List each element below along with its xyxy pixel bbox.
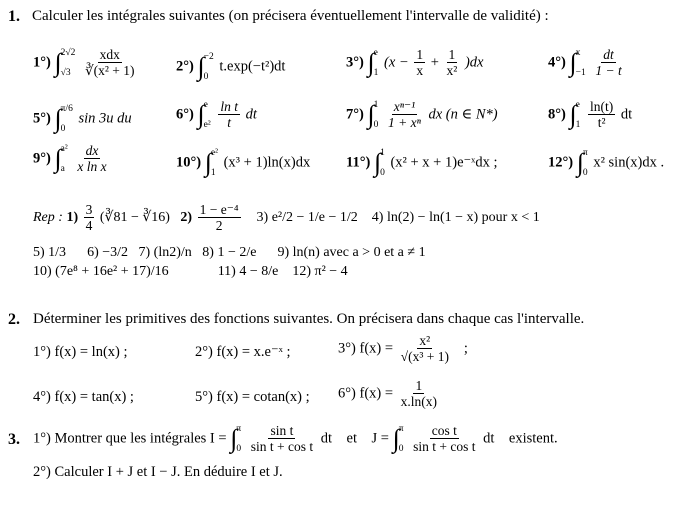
primitive-5: 5°) f(x) = cotan(x) ; — [195, 389, 310, 405]
integral-9: 9°) ∫ a² a $\frac{dx}{\text{x ln x}}$ — [33, 143, 107, 174]
primitive-1: 1°) f(x) = ln(x) ; — [33, 344, 128, 360]
section-1-number: 1. — [8, 8, 20, 25]
item-label: 1°) — [33, 54, 51, 71]
primitive-2: 2°) f(x) = x.e⁻ˣ ; — [195, 344, 291, 360]
integral-7: 7°) ∫ 1 0 $\frac{\text{xⁿ⁻¹}}{\text{1 + xⁿ}}$ dx (n ∈ N*) — [346, 99, 498, 130]
integral-4: 4°) ∫ x −1 $\frac{dt}{1 - t}$ — [548, 47, 622, 78]
integral-2: 2°) ∫ −2 0 t.exp(−t²)dt — [176, 52, 286, 82]
section-2-number: 2. — [8, 311, 20, 328]
primitive-6: 6°) f(x) = $\frac{1}{x.\ln(x)}$ — [338, 378, 438, 409]
answers-label: Rep : — [33, 210, 63, 226]
section-3-line-1: 1°) Montrer que les intégrales I = ∫ π 0 $\frac{\text{sin t}}{\text{sin t + cos t}}$ dt et J = ∫ π 0 $\frac{\text{cos t}}{\text{sin t + cos t}}$ dt existent. — [33, 423, 558, 454]
section-3-line-2: 2°) Calculer I + J et I − J. En déduire I et J. — [33, 464, 283, 480]
primitive-4: 4°) f(x) = tan(x) ; — [33, 389, 134, 405]
primitive-3: 3°) f(x) = $\frac{\text{x²}}{\text{√(x³ + 1)}}$ ; — [338, 333, 468, 364]
integral-5: 5°) ∫ π/6 0 sin 3u du — [33, 104, 132, 134]
answers-line-2: 5) 1/3 6) −3/2 7) (ln2)/n 8) 1 − 2/e 9) ln(n) avec a > 0 et a ≠ 1 — [33, 245, 426, 260]
section-1-title: Calculer les intégrales suivantes (on précisera éventuellement l'intervalle de validité) : — [32, 8, 549, 24]
section-3-number: 3. — [8, 431, 20, 448]
section-2-title: Déterminer les primitives des fonctions suivantes. On précisera dans chaque cas l'intervalle. — [33, 311, 585, 327]
integral-12: 12°) ∫ π 0 x² sin(x)dx . — [548, 148, 665, 178]
integral-11: 11°) ∫ 1 0 (x² + x + 1)e⁻ˣdx ; — [346, 148, 498, 178]
integral-10: 10°) ∫ e² 1 (x³ + 1)ln(x)dx — [176, 148, 311, 178]
answers-line-1: Rep : 1) $\frac{3}{4}$ (∛81 − ∛16) 2) $\frac{\text{1 − e⁻⁴}}{2}$ 3) e²/2 − 1/e − 1/2 4) ln(2) − ln(1 − x) pour x < 1 — [33, 202, 540, 233]
integral-1: 1°) ∫ 2√2 √3 $\frac{\text{xdx}}{\text{∛(x² + 1)}}$ — [33, 47, 135, 78]
integral-6: 6°) ∫ e e² $\frac{\text{ln t}}{t}$ dt — [176, 99, 257, 130]
integral-8: 8°) ∫ e 1 $\frac{\ln(t)}{\text{t²}}$ dt — [548, 99, 633, 130]
integral-3: 3°) ∫ e 1 (x − $\frac{1}{x}$ + $\frac{1}{\text{x²}}$ )dx — [346, 47, 484, 78]
answers-line-3: 10) (7e⁸ + 16e² + 17)/16 11) 4 − 8/e 12) π² − 4 — [33, 264, 348, 279]
